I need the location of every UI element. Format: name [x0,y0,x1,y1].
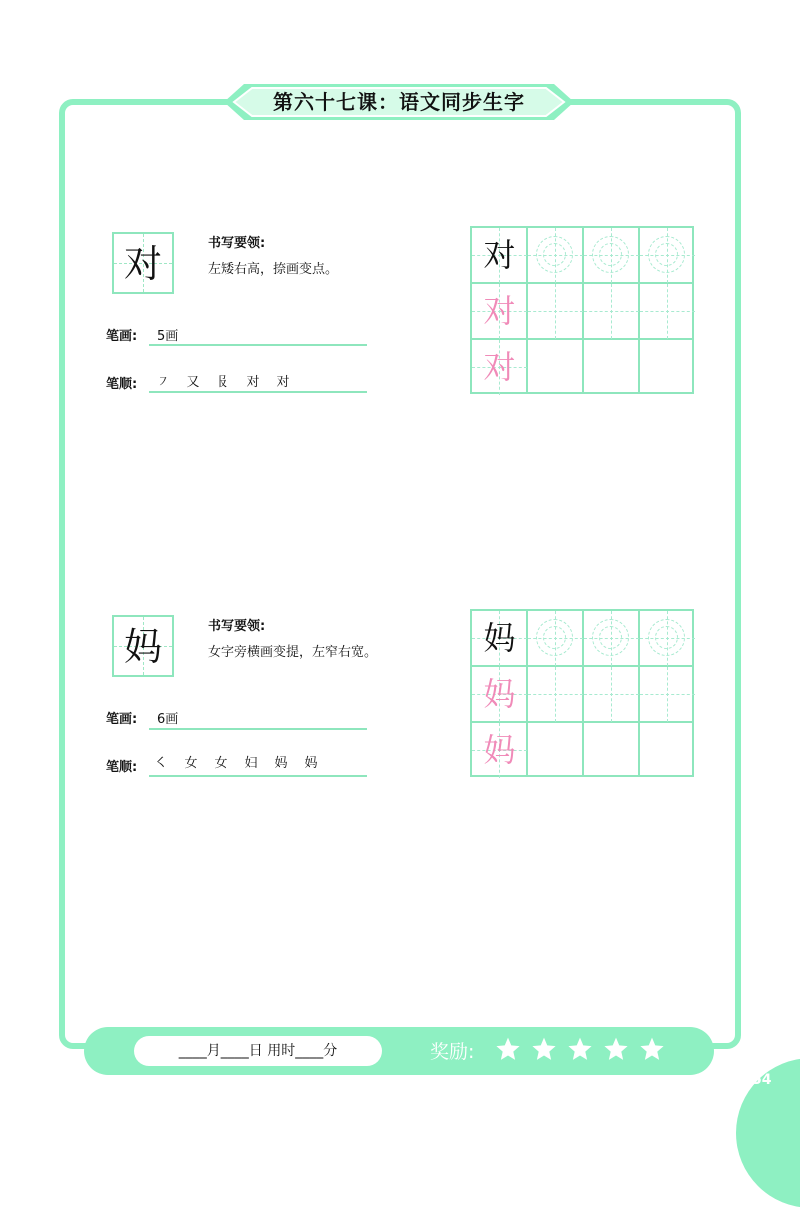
star-icon[interactable] [603,1036,629,1062]
practice-cell[interactable] [528,611,583,666]
page-number: 54 [752,1072,772,1088]
date-time-field[interactable]: ____月____日 用时____分 [134,1036,382,1066]
reward-stars [495,1036,665,1062]
main-character: 妈 [123,625,162,669]
char-box-2 [112,615,174,677]
tips-label: 书写要领: [208,236,266,251]
star-icon[interactable] [531,1036,557,1062]
practice-cell[interactable] [528,723,583,778]
practice-cell[interactable] [528,667,583,722]
strokes-line [149,728,367,730]
order-label: 笔顺: [106,760,138,775]
practice-grid-1 [470,226,694,394]
practice-cell[interactable] [640,340,695,395]
stroke-step: 女 [184,756,198,771]
order-label: 笔顺: [106,377,138,392]
trace-character: 对 [483,292,516,330]
strokes-label: 笔画: [106,712,138,727]
practice-cell[interactable] [528,340,583,395]
strokes-count: 6画 [157,712,179,727]
trace-character: 妈 [483,731,516,769]
practice-cell[interactable] [584,228,639,283]
stroke-order [148,371,298,390]
strokes-line [149,344,367,346]
stroke-step: 妇 [244,756,258,771]
practice-cell[interactable] [584,284,639,339]
tips-text: 女字旁横画变提，左窄右宽。 [208,645,378,660]
star-icon[interactable] [495,1036,521,1062]
stroke-step: ㇇ [156,375,170,390]
star-icon[interactable] [639,1036,665,1062]
order-line [149,775,367,777]
tips-text: 左矮右高，捺画变点。 [208,262,339,277]
practice-cell[interactable] [640,284,695,339]
reward-label: 奖励: [430,1041,475,1063]
main-character: 对 [123,242,162,286]
page-title: 第六十七课：语文同步生字 [273,90,525,114]
practice-cell[interactable] [584,667,639,722]
char-box-1 [112,232,174,294]
stroke-step: ㇛ [154,756,168,771]
stroke-step: 对 [246,375,260,390]
star-icon[interactable] [567,1036,593,1062]
trace-character: 妈 [483,675,516,713]
practice-cell[interactable] [528,228,583,283]
stroke-step: 女 [214,756,228,771]
trace-character: 对 [483,348,516,386]
practice-cell[interactable] [640,723,695,778]
model-character: 对 [483,236,516,274]
tips-label: 书写要领: [208,619,266,634]
model-character: 妈 [483,619,516,657]
strokes-label: 笔画: [106,329,138,344]
strokes-count: 5画 [157,329,179,344]
practice-cell[interactable] [640,667,695,722]
stroke-step: 妈 [304,756,318,771]
title-banner [222,82,576,122]
practice-grid-2 [470,609,694,777]
practice-cell[interactable] [584,611,639,666]
practice-cell[interactable] [584,723,639,778]
practice-cell[interactable] [640,611,695,666]
stroke-step: 又 [186,375,200,390]
practice-cell[interactable] [528,284,583,339]
order-line [149,391,367,393]
practice-cell[interactable] [584,340,639,395]
stroke-step: 妈 [274,756,288,771]
stroke-step: 𠬝 [216,375,230,390]
stroke-order [146,752,326,771]
stroke-step: 对 [276,375,290,390]
practice-cell[interactable] [640,228,695,283]
